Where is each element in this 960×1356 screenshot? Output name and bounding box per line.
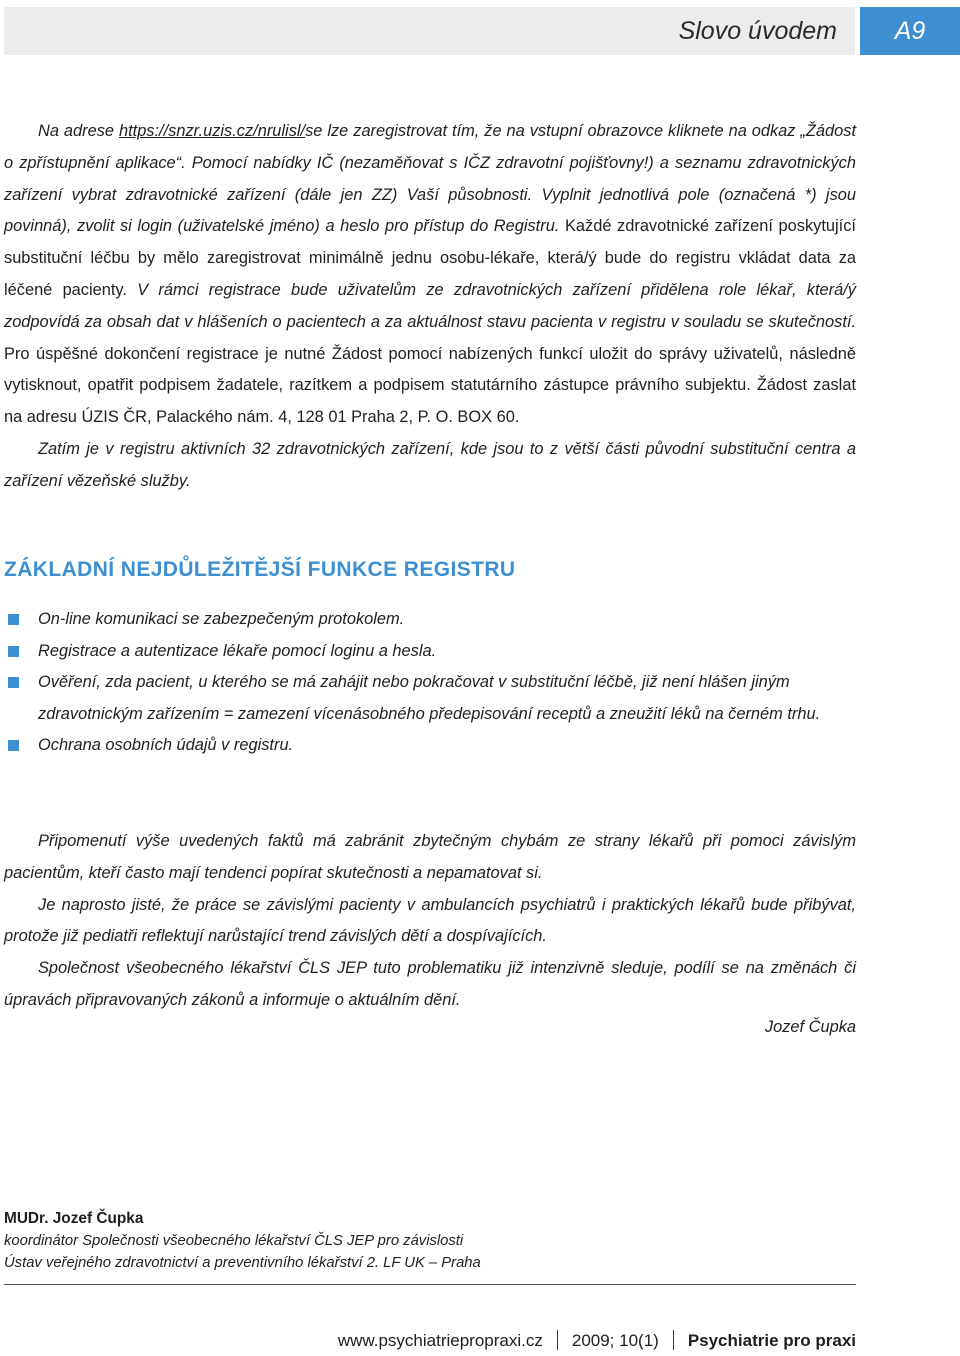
- closing-paragraph-2: Je naprosto jisté, že práce se závislými pacienty v ambulancích psychiatrů i praktických lékařů bude přibývat, protože již pediatři reflektují narůstající trend závislých dětí a dospívajících.: [4, 895, 856, 946]
- footer-journal: Psychiatrie pro praxi: [687, 1331, 856, 1350]
- footer-separator: [557, 1330, 558, 1350]
- feature-item: [4, 730, 856, 762]
- feature-list: [4, 604, 856, 762]
- intro-upright: Každé zdravotnické zařízení poskytující substituční léčbu by mělo zaregistrovat minimálně jednu osobu-lékaře, která/ý bude do registru vkládat data za léčené pacienty.: [4, 217, 856, 299]
- page-number-badge: A9: [860, 7, 960, 55]
- intro-prefix: Na adrese: [38, 122, 119, 140]
- intro-rest: se lze zaregistrovat tím, že na vstupní obrazovce kliknete na odkaz „Žádost o zpřístupnění aplikace“. Pomocí nabídky IČ (nezaměňovat s IČZ zdravotní pojišťovny!) a seznamu zdravotnických zařízení vybrat zdravotnické zařízení (dále jen ZZ) Vaší působnosti. Vyplnit jednotlivá pole (označená *) jsou povinná), zvolit si login (uživatelské jméno) a heslo pro přístup do Registru.: [4, 122, 856, 236]
- intro-upright-2: Pro úspěšné dokončení registrace je nutné Žádost pomocí nabízených funkcí uložit do správy uživatelů, následně vytisknout, opatřit podpisem žadatele, razítkem a podpisem statutárního zástupce právního subjektu. Žádost zaslat na adresu ÚZIS ČR, Palackého nám. 4, 128 01 Praha 2, P. O. BOX 60.: [4, 344, 856, 427]
- section-header-title: Slovo úvodem: [678, 17, 837, 45]
- feature-text: Registrace a autentizace lékaře pomocí loginu a hesla.: [38, 641, 437, 660]
- author-affiliation: Ústav veřejného zdravotnictví a preventivního lékařství 2. LF UK – Praha: [4, 1255, 481, 1271]
- footer-issue: 2009; 10(1): [571, 1331, 659, 1350]
- closing-paragraph-3: Společnost všeobecného lékařství ČLS JEP tuto problematiku již intenzivně sleduje, podílí se na změnách či úpravách připravovaných zákonů a informuje o aktuálním dění.: [4, 959, 856, 1009]
- closing-text: [4, 826, 856, 1017]
- feature-text: On-line komunikaci se zabezpečeným protokolem.: [38, 610, 405, 628]
- footer-website[interactable]: www.psychiatriepropraxi.cz: [337, 1331, 543, 1350]
- author-name: MUDr. Jozef Čupka: [4, 1210, 144, 1227]
- intro-text: [4, 116, 856, 498]
- closing-paragraph-1: Připomenutí výše uvedených faktů má zabránit zbytečným chybám ze strany lékařů při pomoci závislým pacientům, kteří často mají tendenci popírat skutečnosti a nepamatovat si.: [4, 832, 856, 882]
- registry-link[interactable]: https://snzr.uzis.cz/nrulisl/: [118, 122, 306, 140]
- divider: [4, 1284, 856, 1285]
- page-footer: [338, 1330, 856, 1351]
- square-bullet-icon: [8, 614, 19, 625]
- feature-text: Ověření, zda pacient, u kterého se má zahájit nebo pokračovat v substituční léčbě, již není hlášen jiným zdravotnickým zařízením = zamezení vícenásobného předepisování receptů a zneužití léků na černém trhu.: [38, 673, 821, 723]
- feature-item: [4, 667, 856, 730]
- author-block: [4, 1208, 856, 1274]
- square-bullet-icon: [8, 677, 19, 688]
- feature-item: [4, 636, 856, 668]
- intro-paragraph-1: [4, 116, 856, 434]
- intro-paragraph-2: Zatím je v registru aktivních 32 zdravotnických zařízení, kde jsou to z větší části původní substituční centra a zařízení vězeňské služby.: [4, 439, 856, 490]
- author-role: koordinátor Společnosti všeobecného lékařství ČLS JEP pro závislosti: [4, 1233, 464, 1249]
- footer-separator: [673, 1330, 674, 1350]
- feature-text: Ochrana osobních údajů v registru.: [38, 736, 294, 755]
- header-bar: [4, 7, 855, 55]
- intro-italic-2: V rámci registrace bude uživatelům ze zdravotnických zařízení přidělena role lékař, která/ý zodpovídá za obsah dat v hlášeních o pacientech a za aktuálnost stavu pacienta v registru v souladu se skutečností.: [4, 280, 856, 331]
- feature-item: [4, 604, 856, 636]
- square-bullet-icon: [8, 646, 19, 657]
- section-title: ZÁKLADNÍ NEJDŮLEŽITĚJŠÍ FUNKCE REGISTRU: [4, 558, 516, 581]
- signature-name: Jozef Čupka: [764, 1018, 856, 1036]
- square-bullet-icon: [8, 740, 19, 751]
